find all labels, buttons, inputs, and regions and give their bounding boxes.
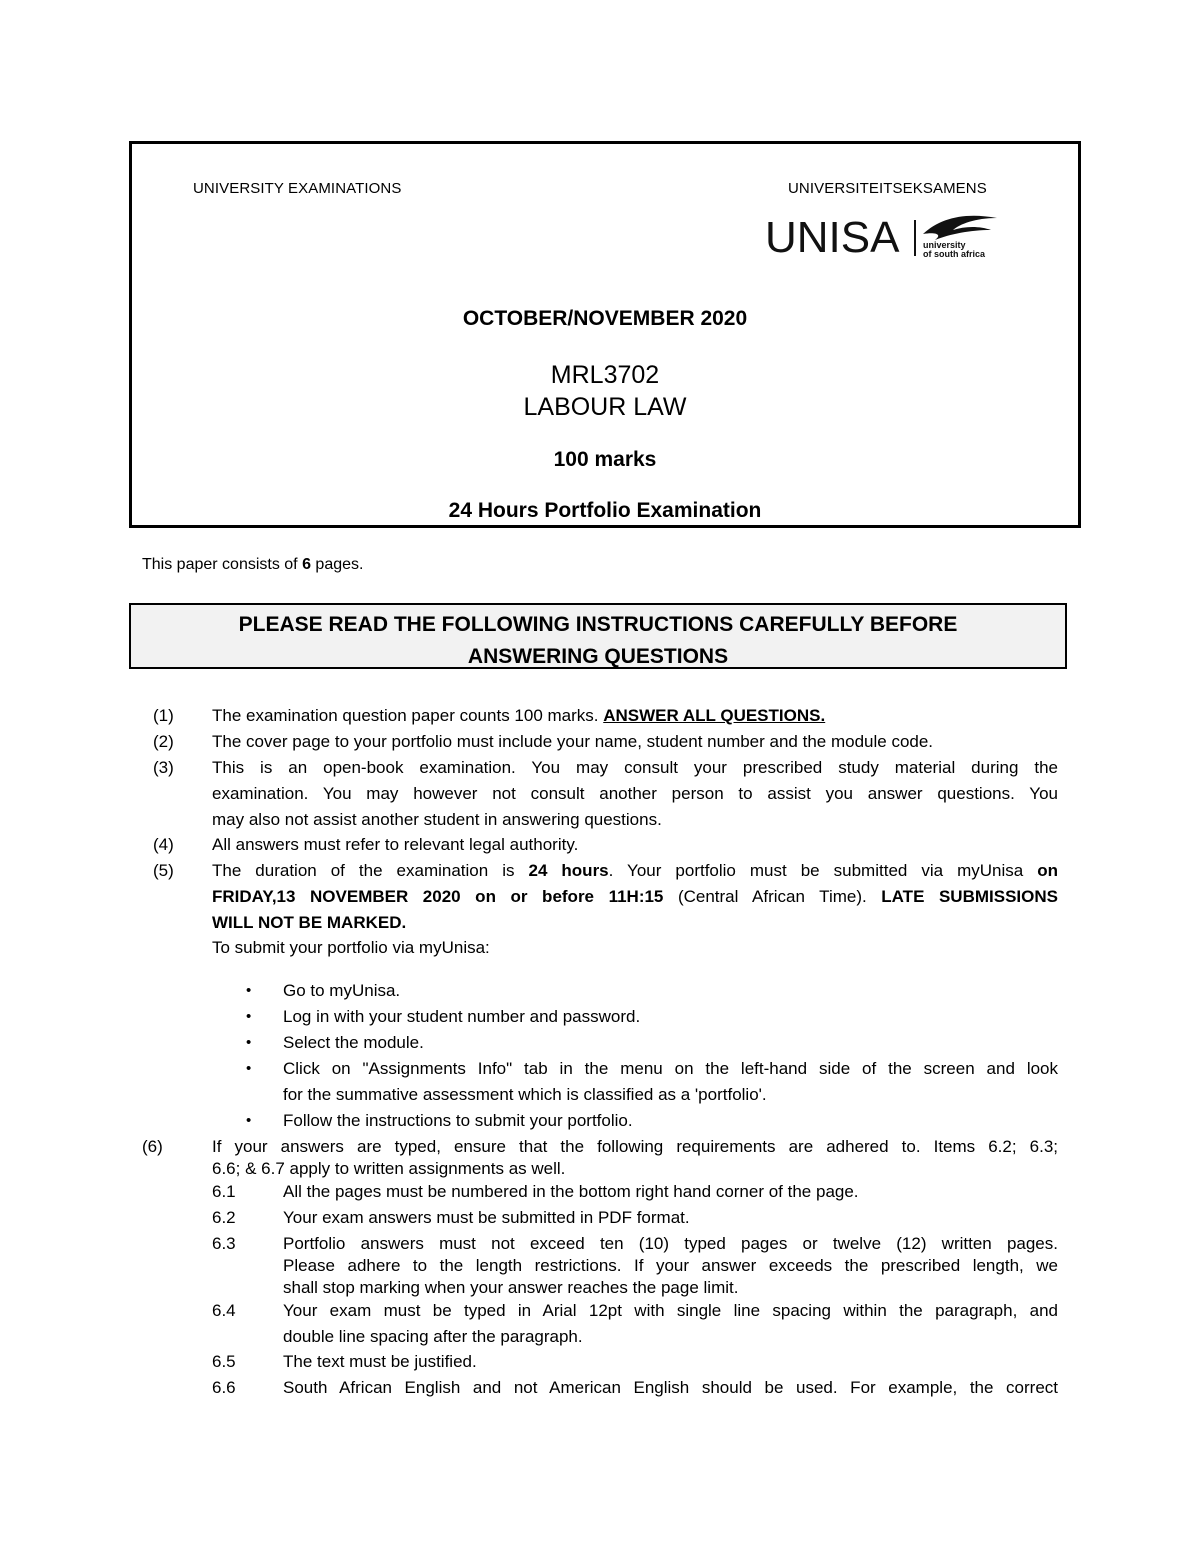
- item-5-timezone: (Central African Time).: [663, 887, 882, 906]
- item-number-1: (1): [153, 706, 174, 725]
- page-count-prefix: This paper consists of: [142, 556, 303, 573]
- item-6-line2: 6.6; & 6.7 apply to written assignments as well.: [212, 1159, 566, 1178]
- module-code: MRL3702: [550, 361, 660, 389]
- bullet-item-4-line1: Click on "Assignments Info" tab in the menu on the left-hand side of the screen and look: [283, 1059, 1058, 1078]
- bullet-2: •: [246, 1008, 252, 1025]
- item-5-duration-text: The duration of the examination is: [212, 861, 529, 880]
- item-5-duration: 24 hours: [528, 861, 609, 880]
- total-marks: 100 marks: [553, 448, 657, 471]
- item-number-6: (6): [142, 1137, 163, 1156]
- bullet-5: •: [246, 1112, 252, 1129]
- subitem-number-6-5: 6.5: [212, 1352, 236, 1371]
- subitem-number-6-2: 6.2: [212, 1208, 236, 1227]
- item-5-line1: [212, 861, 1058, 881]
- item-5-line4: To submit your portfolio via myUnisa:: [212, 938, 490, 957]
- item-5-line2: [212, 887, 1058, 907]
- exam-session: OCTOBER/NOVEMBER 2020: [462, 307, 748, 330]
- subitem-6-3-line2: Please adhere to the length restrictions. If your answer exceeds the prescribed length, we: [283, 1256, 1058, 1275]
- item-number-5: (5): [153, 861, 174, 880]
- item-6-line1: If your answers are typed, ensure that the following requirements are adhered to. Items 6.2; 6.3;: [212, 1137, 1058, 1156]
- logo-bird-icon: [923, 216, 997, 240]
- logo-sub-line1: university: [923, 240, 966, 250]
- subitem-6-6-line1: South African English and not American English should be used. For example, the correct: [283, 1378, 1058, 1397]
- instruction-item-1: [212, 706, 825, 726]
- item-3-line2: examination. You may however not consult another person to assist you answer questions. You: [212, 784, 1058, 803]
- module-name: LABOUR LAW: [523, 393, 687, 421]
- page-count: 6: [302, 556, 311, 573]
- subitem-number-6-4: 6.4: [212, 1301, 236, 1320]
- item-5-submit-text: . Your portfolio must be submitted via myUnisa: [608, 861, 1038, 880]
- bullet-3: •: [246, 1034, 252, 1051]
- item-3-line1: This is an open-book examination. You may consult your prescribed study material during the: [212, 758, 1058, 777]
- logo-wordmark: UNISA: [765, 213, 900, 260]
- subitem-6-3-line1: Portfolio answers must not exceed ten (10) typed pages or twelve (12) written pages.: [283, 1234, 1058, 1253]
- bullet-4: •: [246, 1060, 252, 1077]
- subitem-6-3-line3: shall stop marking when your answer reaches the page limit.: [283, 1278, 739, 1297]
- instructions-heading-box: [129, 603, 1067, 669]
- universiteitseksamens-label: UNIVERSITEITSEKSAMENS: [788, 180, 987, 197]
- item-5-on: on: [1037, 861, 1058, 880]
- university-examinations-label: UNIVERSITY EXAMINATIONS: [193, 180, 402, 197]
- bullet-item-2: Log in with your student number and password.: [283, 1007, 641, 1026]
- subitem-6-2: Your exam answers must be submitted in PDF format.: [283, 1208, 690, 1227]
- logo-sub-line2: of south africa: [923, 249, 986, 259]
- instructions-heading-line2: ANSWERING QUESTIONS: [467, 645, 729, 668]
- bullet-1: •: [246, 982, 252, 999]
- subitem-number-6-1: 6.1: [212, 1182, 236, 1201]
- bullet-item-5: Follow the instructions to submit your portfolio.: [283, 1111, 633, 1130]
- answer-all-emphasis: ANSWER ALL QUESTIONS.: [603, 706, 826, 725]
- item-5-late-warning: LATE SUBMISSIONS: [881, 887, 1058, 906]
- subitem-number-6-3: 6.3: [212, 1234, 236, 1253]
- item-5-deadline: FRIDAY,13 NOVEMBER 2020 on or before 11H:15: [212, 887, 664, 906]
- item-3-line3: may also not assist another student in answering questions.: [212, 810, 662, 829]
- page-count-suffix: pages.: [310, 556, 364, 573]
- instruction-item-2: The cover page to your portfolio must include your name, student number and the module code.: [212, 732, 934, 751]
- subitem-number-6-6: 6.6: [212, 1378, 236, 1397]
- item-1-text: The examination question paper counts 100 marks.: [212, 706, 604, 725]
- instruction-item-4: All answers must refer to relevant legal authority.: [212, 835, 579, 854]
- subitem-6-4-line1: Your exam must be typed in Arial 12pt with single line spacing within the paragraph, and: [283, 1301, 1058, 1320]
- bullet-item-1: Go to myUnisa.: [283, 981, 401, 1000]
- page-count-line: [142, 556, 363, 574]
- item-5-line3: WILL NOT BE MARKED.: [212, 913, 407, 932]
- subitem-6-5: The text must be justified.: [283, 1352, 477, 1371]
- exam-type: 24 Hours Portfolio Examination: [448, 499, 762, 522]
- item-number-4: (4): [153, 835, 174, 854]
- item-number-3: (3): [153, 758, 174, 777]
- subitem-6-1: All the pages must be numbered in the bottom right hand corner of the page.: [283, 1182, 859, 1201]
- subitem-6-4-line2: double line spacing after the paragraph.: [283, 1327, 583, 1346]
- item-number-2: (2): [153, 732, 174, 751]
- unisa-logo: [765, 208, 1005, 260]
- bullet-item-3: Select the module.: [283, 1033, 424, 1052]
- bullet-item-4-line2: for the summative assessment which is classified as a 'portfolio'.: [283, 1085, 767, 1104]
- instructions-heading-line1: PLEASE READ THE FOLLOWING INSTRUCTIONS CAREFULLY BEFORE: [238, 613, 958, 636]
